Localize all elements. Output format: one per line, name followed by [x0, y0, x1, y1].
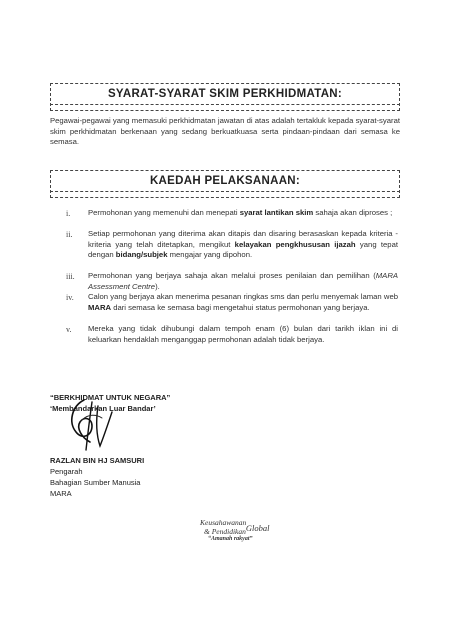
section1-divider — [50, 104, 400, 105]
signatory-department: Bahagian Sumber Manusia — [50, 478, 141, 487]
signatory-organisation: MARA — [50, 489, 72, 498]
section1-paragraph: Pegawai-pegawai yang memasuki perkhidmatan jawatan di atas adalah tertakluk kepada syarat-syarat skim perkhidmatan berkenaan yang sedang berkuatkuasa serta pindaan-pindaan dari semasa ke semasa. — [50, 116, 400, 147]
mara-logo — [198, 518, 298, 548]
list-numeral: v. — [66, 325, 72, 334]
list-item: Permohonan yang berjaya sahaja akan melalui proses penilaian dan pemilihan (MARA Assessment Centre). — [88, 271, 398, 291]
motto-line-2: ‘Membandarkan Luar Bandar’ — [50, 404, 156, 413]
section2-divider — [50, 191, 400, 192]
list-item: Calon yang berjaya akan menerima pesanan ringkas sms dan perlu menyemak laman web MARA dari semasa ke semasa bagi mengetahui status permohonan yang berjaya. — [88, 292, 398, 312]
section1-heading: SYARAT-SYARAT SKIM PERKHIDMATAN: — [107, 88, 343, 100]
list-numeral: iv. — [66, 293, 74, 302]
list-item: Mereka yang tidak dihubungi dalam tempoh enam (6) bulan dari tarikh iklan ini di keluarkan hendaklah menganggap permohonan adalah tidak berjaya. — [88, 324, 398, 344]
list-item: Permohonan yang memenuhi dan menepati syarat lantikan skim sahaja akan diproses ; — [88, 208, 393, 217]
list-item: Setiap permohonan yang diterima akan ditapis dan disaring berasaskan kepada kriteria - kriteria yang telah ditetapkan, mengikut kelayakan pengkhususan ijazah yang tepat dengan bidang/subjek mengajar yang dipohon. — [88, 229, 398, 260]
list-numeral: ii. — [66, 230, 73, 239]
logo-line-2: & PendidikanGlobal — [204, 523, 270, 536]
motto-line-1: “BERKHIDMAT UNTUK NEGARA” — [50, 393, 171, 402]
section2-heading: KAEDAH PELAKSANAAN: — [149, 175, 301, 187]
signatory-title: Pengarah — [50, 467, 83, 476]
logo-tagline: “Amanah rakyat” — [208, 536, 253, 542]
handwritten-signature — [62, 392, 122, 458]
list-numeral: iii. — [66, 272, 75, 281]
signatory-name: RAZLAN BIN HJ SAMSURI — [50, 456, 145, 465]
logo-line-1: Keusahawanan — [200, 518, 247, 527]
list-numeral: i. — [66, 209, 71, 218]
